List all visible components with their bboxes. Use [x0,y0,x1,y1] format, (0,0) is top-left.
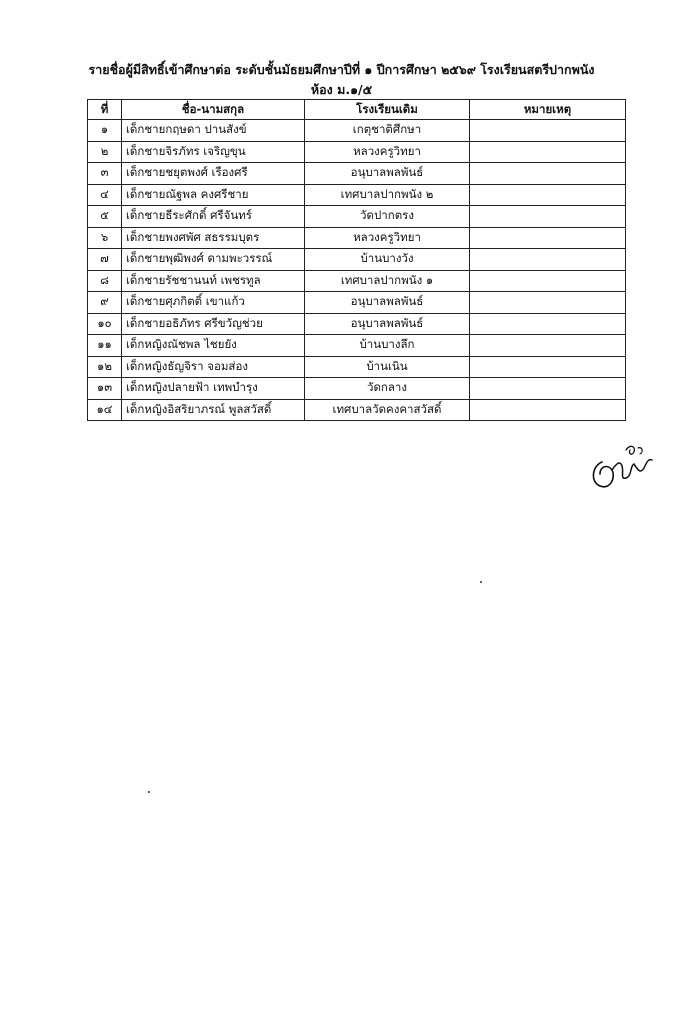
scan-speck [480,581,482,583]
previous-school: วัดกลาง [305,378,470,400]
table-row [88,313,626,335]
row-number: ๔ [88,184,122,206]
previous-school: เทศบาลปากพนัง ๒ [305,184,470,206]
scan-speck [148,791,150,793]
row-number: ๕ [88,206,122,228]
row-number: ๑๐ [88,313,122,335]
table-row [88,356,626,378]
student-name: เด็กหญิงณัชพล ไชยยัง [122,335,305,357]
row-note [470,270,626,292]
row-note [470,356,626,378]
table-header-row [88,100,626,120]
previous-school: อนุบาลพลพันธ์ [305,292,470,314]
row-note [470,120,626,142]
table-row [88,270,626,292]
row-note [470,399,626,421]
student-name: เด็กชายพงศพัศ สธรรมบุตร [122,227,305,249]
row-number: ๘ [88,270,122,292]
student-name: เด็กชายกฤษดา ปานสังข์ [122,120,305,142]
row-number: ๒ [88,141,122,163]
student-name: เด็กชายณัฐพล คงศรีชาย [122,184,305,206]
previous-school: เกตุชาติศึกษา [305,120,470,142]
row-number: ๗ [88,249,122,271]
student-name: เด็กหญิงอิสริยาภรณ์ พูลสวัสดิ์ [122,399,305,421]
row-number: ๖ [88,227,122,249]
row-note [470,141,626,163]
previous-school: เทศบาลปากพนัง ๑ [305,270,470,292]
student-name: เด็กชายพุฒิพงศ์ ดามพะวรรณ์ [122,249,305,271]
student-roster-table [87,99,626,421]
row-note [470,378,626,400]
table-row [88,184,626,206]
previous-school: อนุบาลพลพันธ์ [305,163,470,185]
row-number: ๓ [88,163,122,185]
table-row [88,292,626,314]
previous-school: หลวงครูวิทยา [305,141,470,163]
previous-school: บ้านบางวัง [305,249,470,271]
table-row [88,335,626,357]
row-note [470,249,626,271]
handwritten-signature [586,436,658,492]
table-row [88,120,626,142]
previous-school: วัดปากตรง [305,206,470,228]
student-name: เด็กชายรัชชานนท์ เพชรทูล [122,270,305,292]
document-title: รายชื่อผู้มีสิทธิ์เข้าศึกษาต่อ ระดับชั้นมัธยมศึกษาปีที่ ๑ ปีการศึกษา ๒๕๖๙ โรงเรียนสตรีปากพนัง [88,62,595,77]
student-name: เด็กหญิงธัญจิรา จอมส่อง [122,356,305,378]
table-row [88,206,626,228]
header-note: หมายเหตุ [470,100,626,120]
row-note [470,292,626,314]
row-note [470,163,626,185]
header-previous-school: โรงเรียนเดิม [305,100,470,120]
header-name: ชื่อ-นามสกุล [122,100,305,120]
student-name: เด็กชายศุภกิตติ์ เขาแก้ว [122,292,305,314]
student-name: เด็กชายจิรภัทร เจริญขุน [122,141,305,163]
row-number: ๑๓ [88,378,122,400]
student-name: เด็กชายชยุตพงศ์ เรืองศรี [122,163,305,185]
table-row [88,163,626,185]
row-note [470,313,626,335]
previous-school: บ้านเนิน [305,356,470,378]
row-note [470,184,626,206]
table-row [88,249,626,271]
previous-school: เทศบาลวัดคงคาสวัสดิ์ [305,399,470,421]
student-name: เด็กชายอธิภัทร ศรีขวัญช่วย [122,313,305,335]
table-row [88,378,626,400]
previous-school: อนุบาลพลพันธ์ [305,313,470,335]
row-number: ๑๑ [88,335,122,357]
document-subtitle-room: ห้อง ม.๑/๕ [310,82,373,97]
table-body [88,120,626,421]
previous-school: บ้านบางลึก [305,335,470,357]
row-number: ๑๒ [88,356,122,378]
row-number: ๑๔ [88,399,122,421]
row-number: ๙ [88,292,122,314]
table-row [88,227,626,249]
student-name: เด็กชายธีระศักดิ์ ศรีจันทร์ [122,206,305,228]
table-row [88,399,626,421]
row-note [470,227,626,249]
previous-school: หลวงครูวิทยา [305,227,470,249]
student-name: เด็กหญิงปลายฟ้า เทพบำรุง [122,378,305,400]
header-number: ที่ [88,100,122,120]
row-number: ๑ [88,120,122,142]
row-note [470,335,626,357]
table-row [88,141,626,163]
row-note [470,206,626,228]
